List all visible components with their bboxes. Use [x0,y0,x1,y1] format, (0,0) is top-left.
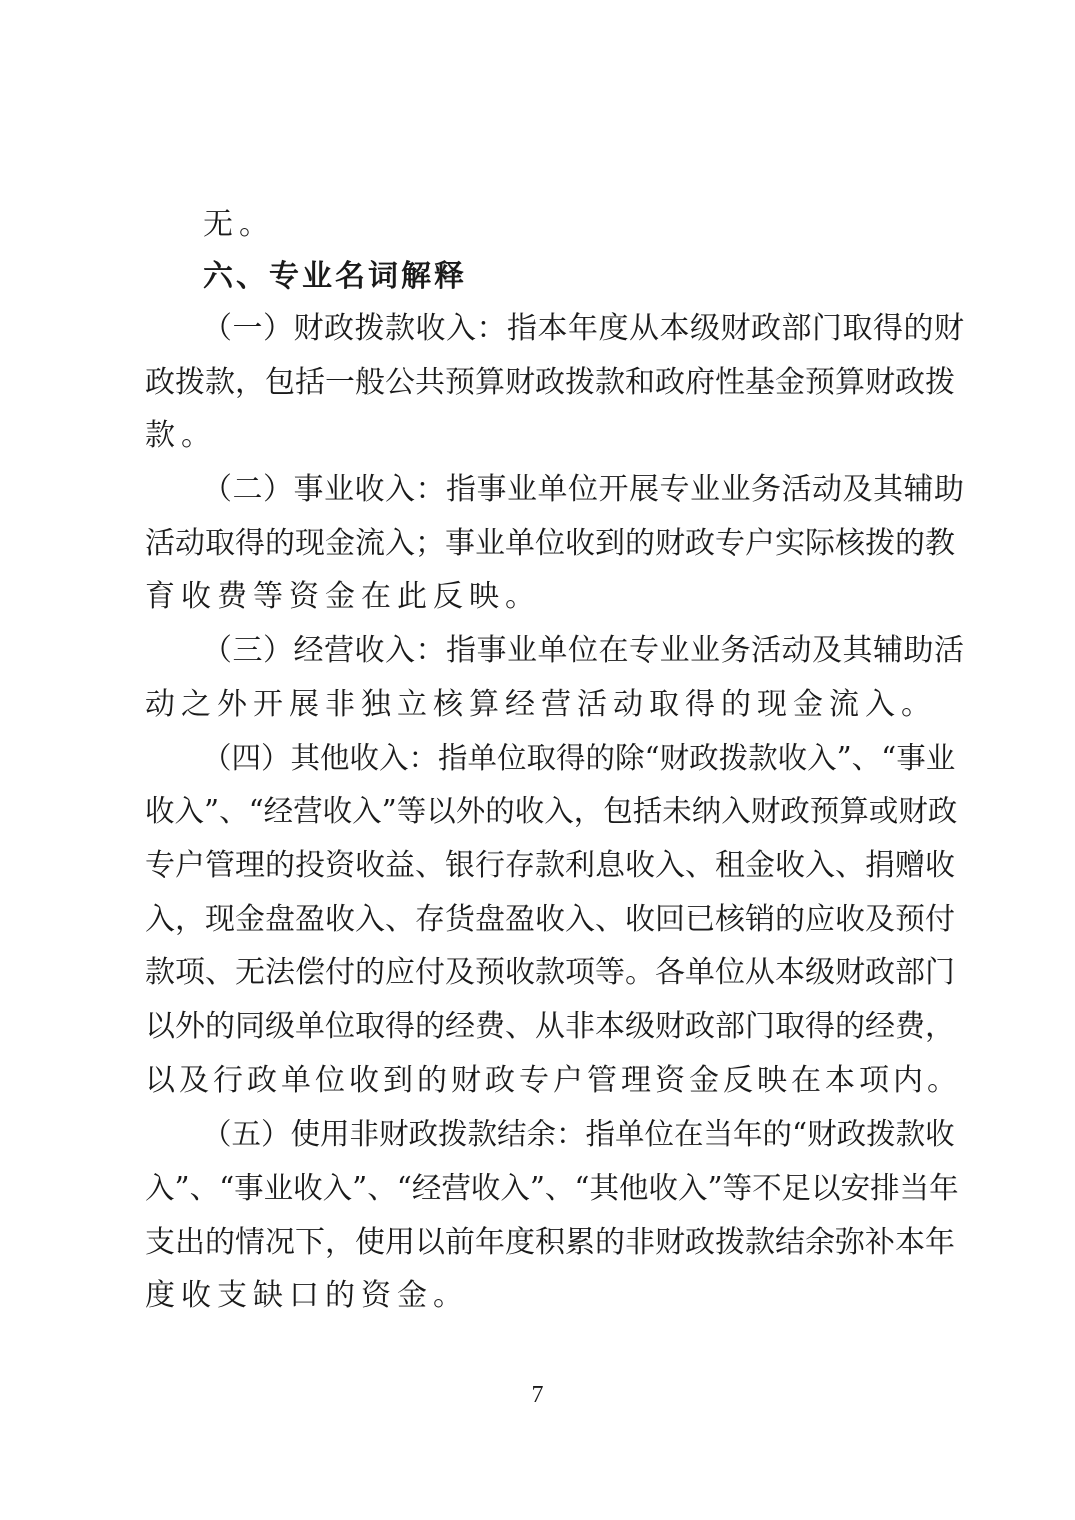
paragraph-4-line-2: 收入”、“经营收入”等以外的收入，包括未纳入财政预算或财政 [145,794,958,828]
intro-line: 无。 [203,207,275,242]
paragraph-3-line-2: 动之外开展非独立核算经营活动取得的现金流入。 [145,687,937,722]
paragraph-4-line-4: 入，现金盘盈收入、存货盘盈收入、收回已核销的应收及预付 [145,902,955,937]
paragraph-1-line-3: 款。 [145,418,217,453]
section-heading: 六、专业名词解释 [203,259,467,294]
paragraph-4-line-3: 专户管理的投资收益、银行存款利息收入、租金收入、捐赠收 [145,848,955,883]
paragraph-1-line-1: （一）财政拨款收入：指本年度从本级财政部门取得的财 [202,311,965,346]
paragraph-3-line-1: （三）经营收入：指事业单位在专业业务活动及其辅助活 [202,633,965,668]
paragraph-2-line-2: 活动取得的现金流入；事业单位收到的财政专户实际核拨的教 [145,526,955,561]
paragraph-5-line-4: 度收支缺口的资金。 [145,1278,469,1313]
paragraph-5-line-3: 支出的情况下，使用以前年度积累的非财政拨款结余弥补本年 [145,1225,955,1260]
paragraph-4-line-1: （四）其他收入：指单位取得的除“财政拨款收入”、“事业 [202,741,956,775]
paragraph-4-line-6: 以外的同级单位取得的经费、从非本级财政部门取得的经费， [145,1009,955,1044]
paragraph-4-line-5: 款项、无法偿付的应付及预收款项等。各单位从本级财政部门 [145,955,955,990]
page-number: 7 [531,1382,544,1408]
paragraph-5-line-1: （五）使用非财政拨款结余：指单位在当年的“财政拨款收 [202,1117,955,1151]
paragraph-1-line-2: 政拨款，包括一般公共预算财政拨款和政府性基金预算财政拨 [145,365,955,400]
paragraph-2-line-3: 育收费等资金在此反映。 [145,579,541,614]
paragraph-4-line-7: 以及行政单位收到的财政专户管理资金反映在本项内。 [145,1063,961,1098]
paragraph-2-line-1: （二）事业收入：指事业单位开展专业业务活动及其辅助 [202,472,965,507]
paragraph-5-line-2: 入”、“事业收入”、“经营收入”、“其他收入”等不足以安排当年 [145,1171,959,1205]
